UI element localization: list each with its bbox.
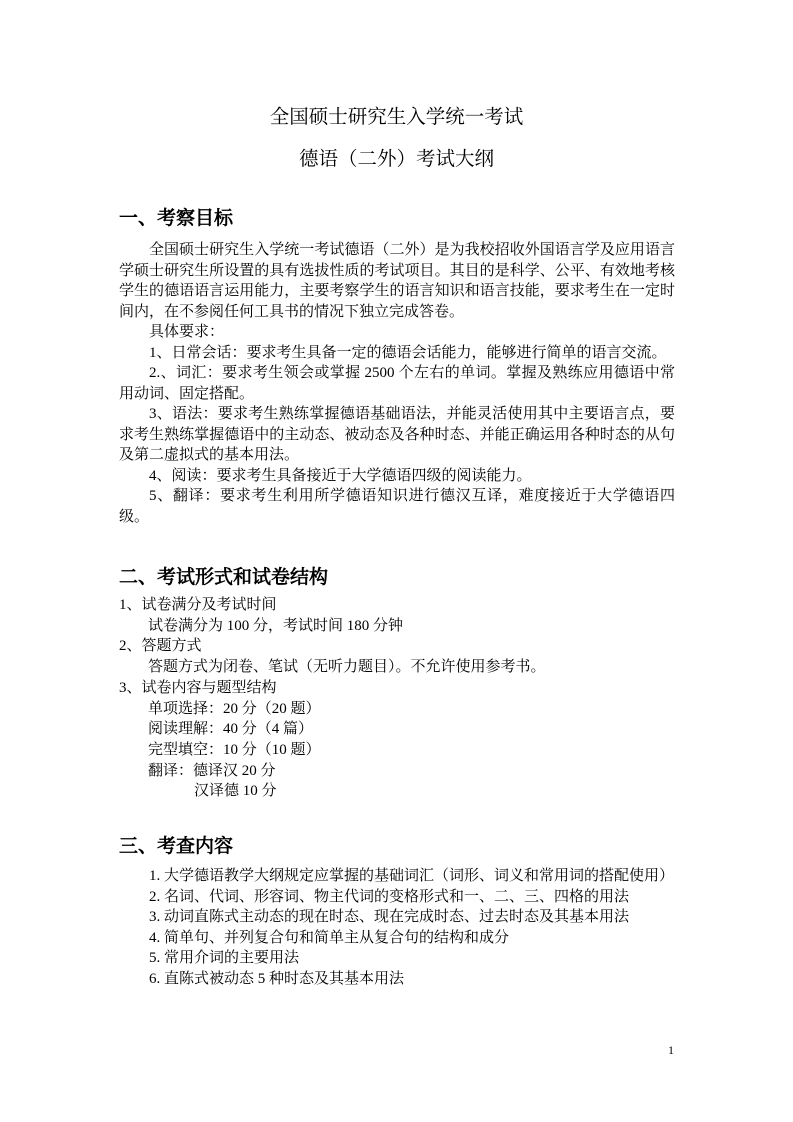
format-detail-line: 阅读理解：40 分（4 篇） <box>148 721 314 738</box>
requirement-item: 3、语法：要求考生熟练掌握德语基础语法，并能灵活使用其中主要语言点，要求考生熟练掌握德语中的主动态、被动态及各种时态、并能正确运用各种时态的从句及第二虚拟式的基本用法。 <box>119 406 675 463</box>
format-detail-line: 完型填空：10 分（10 题） <box>148 741 321 758</box>
requirement-item: 1、日常会话：要求考生具备一定的德语会话能力，能够进行简单的语言交流。 <box>149 344 667 361</box>
format-detail-line: 单项选择：20 分（20 题） <box>148 700 321 717</box>
section-objectives-body <box>119 240 675 527</box>
intro-paragraph: 全国硕士研究生入学统一考试德语（二外）是为我校招收外国语言学及应用语言学硕士研究生所设置的具有选拔性质的考试项目。其目的是科学、公平、有效地考核学生的德语语言运用能力，主要考察学生的语言知识和语言技能，要求考生在一定时间内，在不参阅任何工具书的情况下独立完成答卷。 <box>119 242 675 320</box>
content-item: 4. 简单句、并列复合句和简单主从复合句的结构和成分 <box>149 929 510 946</box>
requirement-item: 5、翻译：要求考生利用所学德语知识进行德汉互译，难度接近于大学德语四级。 <box>119 488 675 525</box>
section-heading-objectives: 一、考察目标 <box>119 207 234 229</box>
requirement-item: 4、阅读：要求考生具备接近于大学德语四级的阅读能力。 <box>149 467 532 484</box>
format-subheading: 2、答题方式 <box>119 638 202 655</box>
content-item: 3. 动词直陈式主动态的现在时态、现在完成时态、过去时态及其基本用法 <box>149 909 630 925</box>
content-item: 1. 大学德语教学大纲规定应掌握的基础词汇（词形、词义和常用词的搭配使用） <box>149 868 675 884</box>
section-heading-format: 二、考试形式和试卷结构 <box>119 566 329 588</box>
page-number: 1 <box>668 1043 674 1057</box>
section-content-body <box>119 866 675 989</box>
format-detail-line: 翻译：德译汉 20 分 <box>148 762 276 779</box>
document-subtitle: 德语（二外）考试大纲 <box>298 149 494 170</box>
content-item: 2. 名词、代词、形容词、物主代词的变格形式和一、二、三、四格的用法 <box>149 888 630 905</box>
format-detail-line: 答题方式为闭卷、笔试（无听力题目）。不允许使用参考书。 <box>148 659 546 676</box>
content-item: 5. 常用介词的主要用法 <box>149 950 300 966</box>
format-subheading: 3、试卷内容与题型结构 <box>119 679 277 696</box>
section-format-body <box>119 595 675 802</box>
content-item: 6. 直陈式被动态 5 种时态及其基本用法 <box>149 970 405 987</box>
section-heading-content: 三、考查内容 <box>119 835 234 857</box>
requirements-label: 具体要求： <box>149 324 225 340</box>
format-detail-line: 试卷满分为 100 分，考试时间 180 分钟 <box>148 617 404 634</box>
document-title: 全国硕士研究生入学统一考试 <box>269 107 524 128</box>
format-subheading: 1、试卷满分及考试时间 <box>119 597 277 613</box>
format-detail-line: 汉译德 10 分 <box>194 783 277 800</box>
requirement-item: 2.、词汇：要求考生领会或掌握 2500 个左右的单词。掌握及熟练应用德语中常用动词、固定搭配。 <box>119 365 675 402</box>
